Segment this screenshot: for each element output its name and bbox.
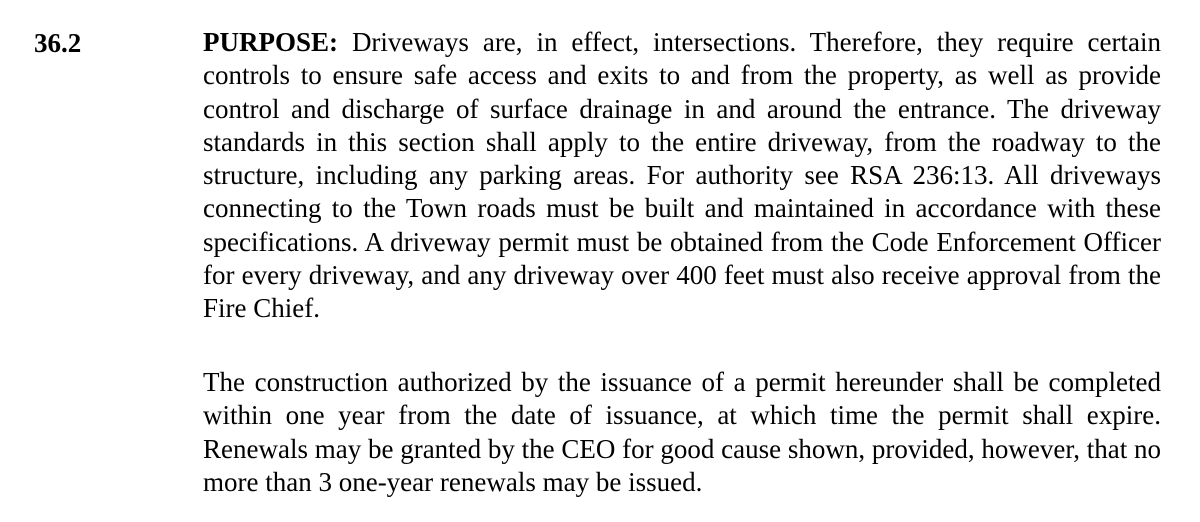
section-heading: PURPOSE:	[203, 27, 338, 57]
section-body	[203, 26, 1162, 497]
section-number: 36.2	[34, 28, 82, 58]
purpose-text: Driveways are, in effect, intersections. Therefore, they require certain controls to ensure safe access and exits to and from the property, as well as provide control and discharge of surface drainage in and around the entrance. The driveway standards in this section shall apply to the entire driveway, from the roadway to the structure, including any parking areas. For authority see RSA 236:13. All driveways connecting to the Town roads must be built and maintained in accordance with these specifications. A driveway permit must be obtained from the Code Enforcement Officer for every driveway, and any driveway over 400 feet must also receive approval from the Fire Chief.	[203, 27, 1162, 324]
permit-expiration-paragraph: The construction authorized by the issuance of a permit hereunder shall be completed within one year from the date of issuance, at which time the permit shall expire. Renewals may be granted by the CEO for good cause shown, provided, however, that no more than 3 one-year renewals may be issued.	[203, 367, 1161, 497]
purpose-paragraph	[203, 26, 1161, 326]
